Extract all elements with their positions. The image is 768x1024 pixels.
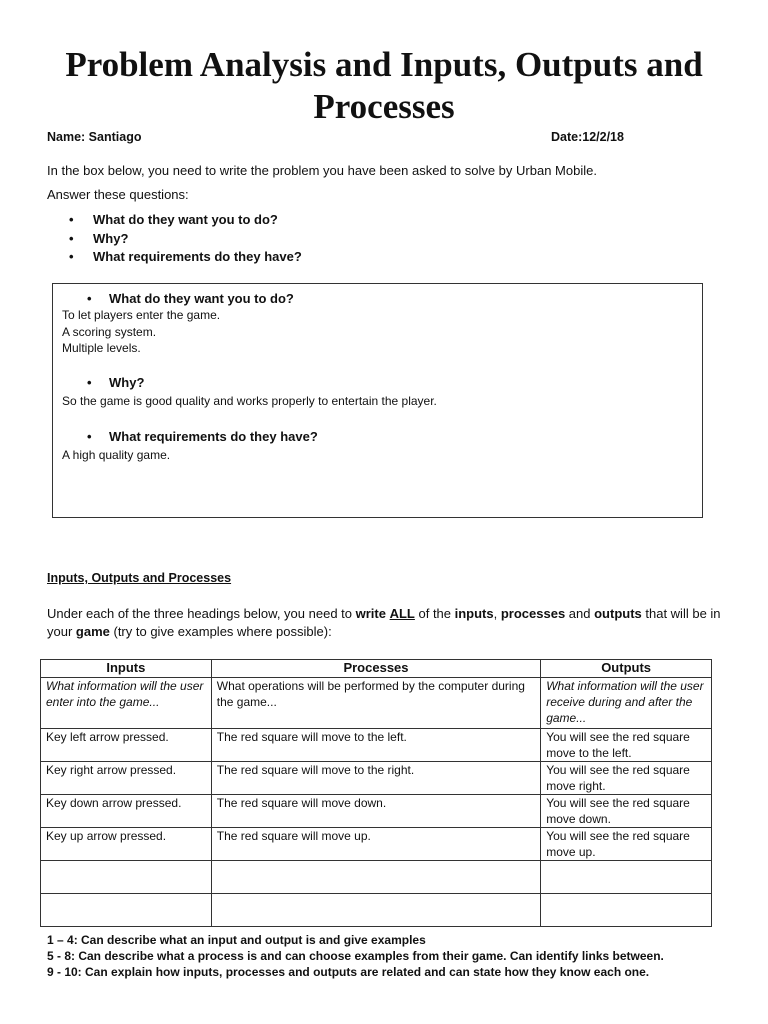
- instr-processes: processes: [500, 606, 566, 621]
- header-processes: Processes: [211, 660, 540, 678]
- process-cell: The red square will move to the right.: [211, 762, 540, 795]
- hint-outputs: What information will the user receive during and after the game...: [541, 678, 712, 729]
- table-row: [41, 828, 712, 861]
- instr-text: (try to give examples where possible):: [109, 624, 332, 639]
- box-question-1: • What do they want you to do?: [109, 291, 294, 306]
- output-cell: You will see the red square move right.: [541, 762, 712, 795]
- question-item: • What do they want you to do?: [47, 212, 302, 231]
- output-cell: You will see the red square move up.: [541, 828, 712, 861]
- table-row: [41, 729, 712, 762]
- intro-text: In the box below, you need to write the problem you have been asked to solve by Urban Mobile.: [47, 163, 597, 178]
- section-title: Inputs, Outputs and Processes: [47, 571, 232, 585]
- io-table: [40, 659, 712, 927]
- header-inputs: Inputs: [41, 660, 212, 678]
- box-answer-2: So the game is good quality and works properly to entertain the player.: [62, 394, 437, 408]
- empty-cell: [211, 894, 540, 927]
- instructions-paragraph: [47, 605, 727, 641]
- process-cell: The red square will move down.: [211, 795, 540, 828]
- instr-write: write: [355, 606, 386, 621]
- process-cell: The red square will move to the left.: [211, 729, 540, 762]
- empty-cell: [41, 894, 212, 927]
- header-outputs: Outputs: [541, 660, 712, 678]
- box-answer-1-line-1: To let players enter the game.: [62, 308, 221, 322]
- hint-inputs: What information will the user enter into the game...: [41, 678, 212, 729]
- student-name: Name: Santiago: [47, 130, 142, 144]
- empty-cell: [541, 861, 712, 894]
- hint-row: [41, 678, 712, 729]
- answer-prompt: Answer these questions:: [47, 187, 189, 202]
- box-question-3: • What requirements do they have?: [109, 429, 318, 444]
- question-list: [47, 212, 302, 268]
- process-cell: The red square will move up.: [211, 828, 540, 861]
- box-answer-3: A high quality game.: [62, 448, 171, 462]
- instr-text: that will be in your: [47, 606, 721, 639]
- output-cell: You will see the red square move to the left.: [541, 729, 712, 762]
- box-answer-1-line-3: Multiple levels.: [62, 341, 141, 355]
- instr-game: game: [75, 624, 110, 639]
- input-cell: Key left arrow pressed.: [41, 729, 212, 762]
- worksheet-date: Date:12/2/18: [551, 130, 624, 144]
- table-row: [41, 762, 712, 795]
- instr-text: and: [565, 606, 595, 621]
- box-answer-1-line-2: A scoring system.: [62, 324, 157, 339]
- input-cell: Key right arrow pressed.: [41, 762, 212, 795]
- marking-criteria: [47, 932, 664, 980]
- question-item: • Why?: [47, 231, 302, 250]
- instr-inputs: inputs: [454, 606, 494, 621]
- table-row: [41, 795, 712, 828]
- instr-text: ,: [493, 606, 501, 621]
- instr-all: ALL: [389, 606, 415, 621]
- page-title: Problem Analysis and Inputs, Outputs and Processes: [65, 45, 703, 126]
- empty-cell: [41, 861, 212, 894]
- hint-processes: What operations will be performed by the computer during the game...: [211, 678, 540, 729]
- input-cell: Key down arrow pressed.: [41, 795, 212, 828]
- instr-outputs: outputs: [594, 606, 642, 621]
- instr-text: of the: [414, 606, 455, 621]
- empty-row: [41, 894, 712, 927]
- empty-cell: [541, 894, 712, 927]
- criteria-line: 9 - 10: Can explain how inputs, processes and outputs are related and can state how they know each one.: [47, 965, 650, 979]
- empty-cell: [211, 861, 540, 894]
- criteria-line: 1 – 4: Can describe what an input and output is and give examples: [47, 933, 426, 947]
- empty-row: [41, 861, 712, 894]
- box-question-2: • Why?: [109, 375, 144, 390]
- instr-text: Under each of the three headings below, you need to: [47, 606, 356, 621]
- question-item: • What requirements do they have?: [47, 249, 302, 268]
- answer-box: [52, 283, 703, 518]
- input-cell: Key up arrow pressed.: [41, 828, 212, 861]
- criteria-line: 5 - 8: Can describe what a process is and can choose examples from their game. Can identify links between.: [47, 949, 664, 963]
- output-cell: You will see the red square move down.: [541, 795, 712, 828]
